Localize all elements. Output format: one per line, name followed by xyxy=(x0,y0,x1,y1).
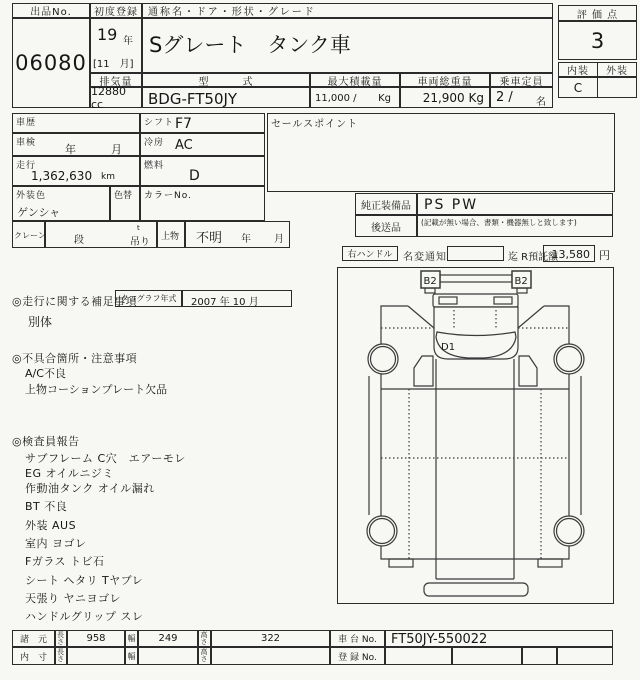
lot-number-header: 出品No. xyxy=(12,3,90,18)
rename-notice-label: 名変通知 xyxy=(403,252,447,263)
chassis-no-label: 車 台 No. xyxy=(330,630,385,647)
defect-title: ◎不具合箇所・注意事項 xyxy=(12,352,138,365)
dimensions-row-label: 諸 元 xyxy=(12,630,55,647)
first-registration-value: 19 年 [11 月] xyxy=(90,18,142,73)
deposit-value-box: 13,580 xyxy=(543,245,595,262)
interior-grade-value: C xyxy=(558,77,598,98)
crane-value-cell: 段 t 吊り xyxy=(45,221,157,248)
inspector-report-line: BT 不良 xyxy=(25,500,68,513)
shift-cell: シフト F7 xyxy=(140,113,265,133)
inner-width-value xyxy=(138,647,198,665)
body-value-cell: 不明 年 月 xyxy=(185,221,290,248)
first-registration-header: 初度登録 xyxy=(90,3,142,18)
truck-top-view-diagram xyxy=(338,268,613,603)
vehicle-diagram-box xyxy=(337,267,614,604)
chassis-no-value: FT50JY-550022 xyxy=(385,630,613,647)
inner-height-value xyxy=(211,647,330,665)
registration-no-cell xyxy=(385,647,452,665)
inspector-report-title: ◎検査員報告 xyxy=(12,435,80,448)
inspector-report-line: 作動油タンク オイル漏れ xyxy=(25,482,155,495)
fuel-cell: 燃料 D xyxy=(140,156,265,186)
exterior-grade-header: 外装 xyxy=(597,62,637,77)
defect-item: A/C不良 xyxy=(25,367,66,380)
damage-mark-b2-left: B2 xyxy=(423,276,437,287)
inner-height-label: 高さ xyxy=(198,647,211,665)
max-load-value: 11,000 / Kg xyxy=(310,87,400,108)
vehicle-name-value: Sグレート タンク車 xyxy=(142,18,553,73)
recolor-cell: 色替 xyxy=(110,186,140,221)
later-items-value-cell: (記載が無い場合、書類・機器無しと致します) xyxy=(417,215,613,237)
mileage-cell: 走行 1,362,630 km xyxy=(12,156,140,186)
inspector-report-line: サブフレーム C穴 エアーモレ xyxy=(25,452,186,465)
width-label: 幅 xyxy=(125,630,138,647)
sales-point-box: セールスポイント xyxy=(267,113,615,192)
inspector-report-line: Fガラス トビ石 xyxy=(25,555,105,568)
inspector-report-line: ハンドルグリップ スレ xyxy=(25,610,144,623)
inspector-report-line: シート ヘタリ Tヤブレ xyxy=(25,574,144,587)
later-items-label-cell: 後送品 xyxy=(355,215,417,237)
handle-badge: 右ハンドル xyxy=(342,246,398,261)
inspection-cell: 車検 年 月 xyxy=(12,133,140,156)
model-code-value: BDG-FT50JY xyxy=(142,87,310,108)
registration-no-cell xyxy=(557,647,613,665)
mileage-note-title: ◎走行に関する補足事項 xyxy=(12,295,138,308)
length-value: 958 xyxy=(67,630,125,647)
inner-length-value xyxy=(67,647,125,665)
registration-no-cell xyxy=(452,647,522,665)
inspector-report-line: EG オイルニジミ xyxy=(25,467,114,480)
length-label: 長さ xyxy=(55,630,67,647)
inspector-report-line: 室内 ヨゴレ xyxy=(25,537,87,550)
color-no-cell: カラーNo. xyxy=(140,186,265,221)
aircon-cell: 冷房 AC xyxy=(140,133,265,156)
interior-grade-header: 内装 xyxy=(558,62,598,77)
damage-mark-d1: D1 xyxy=(441,342,456,353)
exterior-grade-value xyxy=(597,77,637,98)
inner-dimensions-row-label: 内 寸 xyxy=(12,647,55,665)
oem-label-cell: 純正装備品 xyxy=(355,193,417,215)
registration-no-label: 登 録 No. xyxy=(330,647,385,665)
displacement-value: 12880 cc xyxy=(90,87,142,108)
width-value: 249 xyxy=(138,630,198,647)
gvw-header: 車両総重量 xyxy=(400,73,490,87)
defect-item: 上物コーションプレート欠品 xyxy=(25,383,168,396)
inspector-report-line: 天張り ヤニヨゴレ xyxy=(25,592,121,605)
inner-length-label: 長さ xyxy=(55,647,67,665)
max-load-header: 最大積載量 xyxy=(310,73,400,87)
inspector-report-line: 外装 AUS xyxy=(25,519,77,532)
height-label: 高さ xyxy=(198,630,211,647)
vehicle-name-header: 通称名・ドア・形状・グレード xyxy=(142,3,553,18)
height-value: 322 xyxy=(211,630,330,647)
history-cell: 車歴 xyxy=(12,113,140,133)
damage-mark-b2-right: B2 xyxy=(514,276,528,287)
rename-notice-box xyxy=(447,246,504,261)
score-header: 評 価 点 xyxy=(558,5,637,21)
capacity-value: 2 / 名 xyxy=(490,87,553,108)
registration-no-cell xyxy=(522,647,557,665)
body-label-cell: 上物 xyxy=(157,221,185,248)
lot-number-value: 06080 xyxy=(12,18,90,108)
capacity-header: 乗車定員 xyxy=(490,73,553,87)
tachograph-value-cell: 2007 年 10 月 xyxy=(182,290,292,307)
crane-label-cell: クレーン xyxy=(12,221,45,248)
gvw-value: 21,900 Kg xyxy=(400,87,490,108)
tachograph-label-cell: タコグラフ年式 xyxy=(115,290,182,307)
yen-label: 円 xyxy=(599,249,610,262)
model-code-header: 型 式 xyxy=(142,73,310,87)
displacement-header: 排気量 xyxy=(90,73,142,87)
inner-width-label: 幅 xyxy=(125,647,138,665)
score-value: 3 xyxy=(558,21,637,60)
mileage-note: 別体 xyxy=(28,315,53,329)
exterior-color-cell: 外装色 ゲンシャ xyxy=(12,186,110,221)
oem-value-cell: PS PW xyxy=(417,193,613,215)
deposit-label: 迄 R預託額 xyxy=(508,252,559,263)
